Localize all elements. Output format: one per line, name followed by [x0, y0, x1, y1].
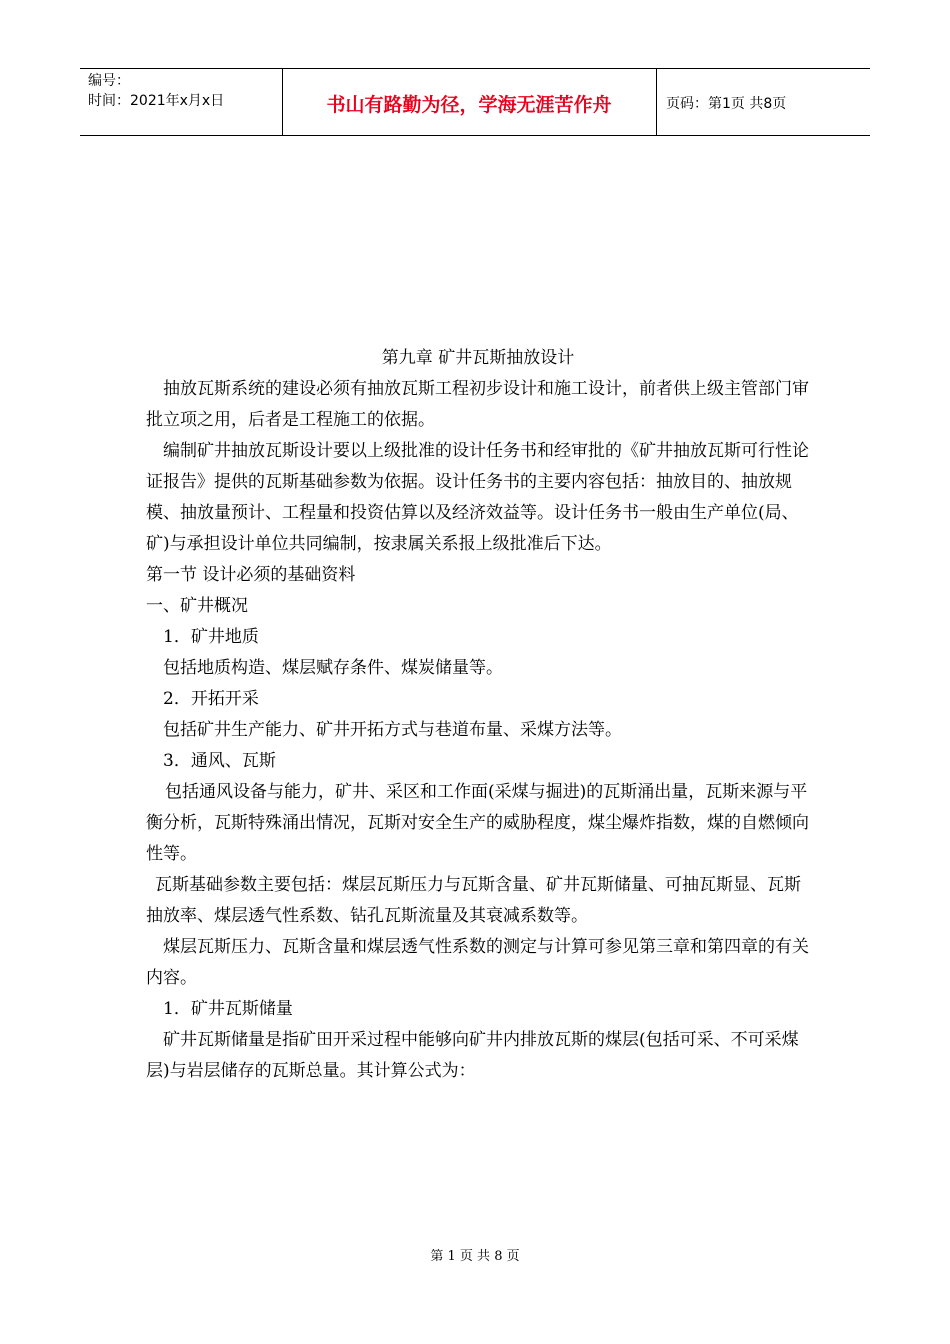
paragraph: 矿井瓦斯储量是指矿田开采过程中能够向矿井内排放瓦斯的煤层(包括可采、不可采煤层)与岩层储存的瓦斯总量。其计算公式为： — [146, 1030, 799, 1081]
list-item-text: 包括矿井生产能力、矿井开拓方式与巷道布量、采煤方法等。 — [163, 720, 622, 740]
subsection-heading: 一、矿井概况 — [146, 596, 248, 616]
header-bottom-border — [80, 135, 870, 136]
list-item-heading: 1．矿井地质 — [163, 627, 259, 647]
document-body — [146, 343, 810, 1087]
paragraph: 煤层瓦斯压力、瓦斯含量和煤层透气性系数的测定与计算可参见第三章和第四章的有关内容。 — [146, 937, 809, 988]
document-time-label: 时间：2021年x月x日 — [88, 93, 225, 109]
paragraph: 编制矿井抽放瓦斯设计要以上级批准的设计任务书和经审批的《矿井抽放瓦斯可行性论证报告》提供的瓦斯基础参数为依据。设计任务书的主要内容包括：抽放目的、抽放规模、抽放量预计、工程量和投资估算以及经济效益等。设计任务书一般由生产单位(局、矿)与承担设计单位共同编制，按隶属关系报上级批准后下达。 — [146, 441, 809, 554]
page-footer: 第 1 页 共 8 页 — [430, 1249, 520, 1264]
header-meta — [88, 71, 224, 111]
paragraph: 瓦斯基础参数主要包括：煤层瓦斯压力与瓦斯含量、矿井瓦斯储量、可抽瓦斯显、瓦斯抽放率、煤层透气性系数、钻孔瓦斯流量及其衰减系数等。 — [146, 875, 801, 926]
list-item-heading: 1．矿井瓦斯储量 — [163, 999, 293, 1019]
list-item-heading: 2．开拓开采 — [163, 689, 259, 709]
header-divider-right — [656, 68, 657, 135]
list-item-text: 包括通风设备与能力，矿井、采区和工作面(采煤与掘进)的瓦斯涌出量，瓦斯来源与平衡分析，瓦斯特殊涌出情况，瓦斯对安全生产的威胁程度，煤尘爆炸指数，煤的自燃倾向性等。 — [146, 782, 809, 864]
list-item-text: 包括地质构造、煤层赋存条件、煤炭储量等。 — [163, 658, 503, 678]
document-number-label: 编号： — [88, 73, 130, 89]
header-top-border — [80, 68, 870, 69]
header-page-info: 页码：第1页 共8页 — [666, 96, 787, 112]
header-motto: 书山有路勤为径，学海无涯苦作舟 — [326, 94, 612, 116]
paragraph: 抽放瓦斯系统的建设必须有抽放瓦斯工程初步设计和施工设计，前者供上级主管部门审批立项之用，后者是工程施工的依据。 — [146, 379, 809, 430]
chapter-title: 第九章 矿井瓦斯抽放设计 — [381, 348, 575, 368]
list-item-heading: 3．通风、瓦斯 — [163, 751, 276, 771]
section-heading: 第一节 设计必须的基础资料 — [146, 565, 356, 585]
